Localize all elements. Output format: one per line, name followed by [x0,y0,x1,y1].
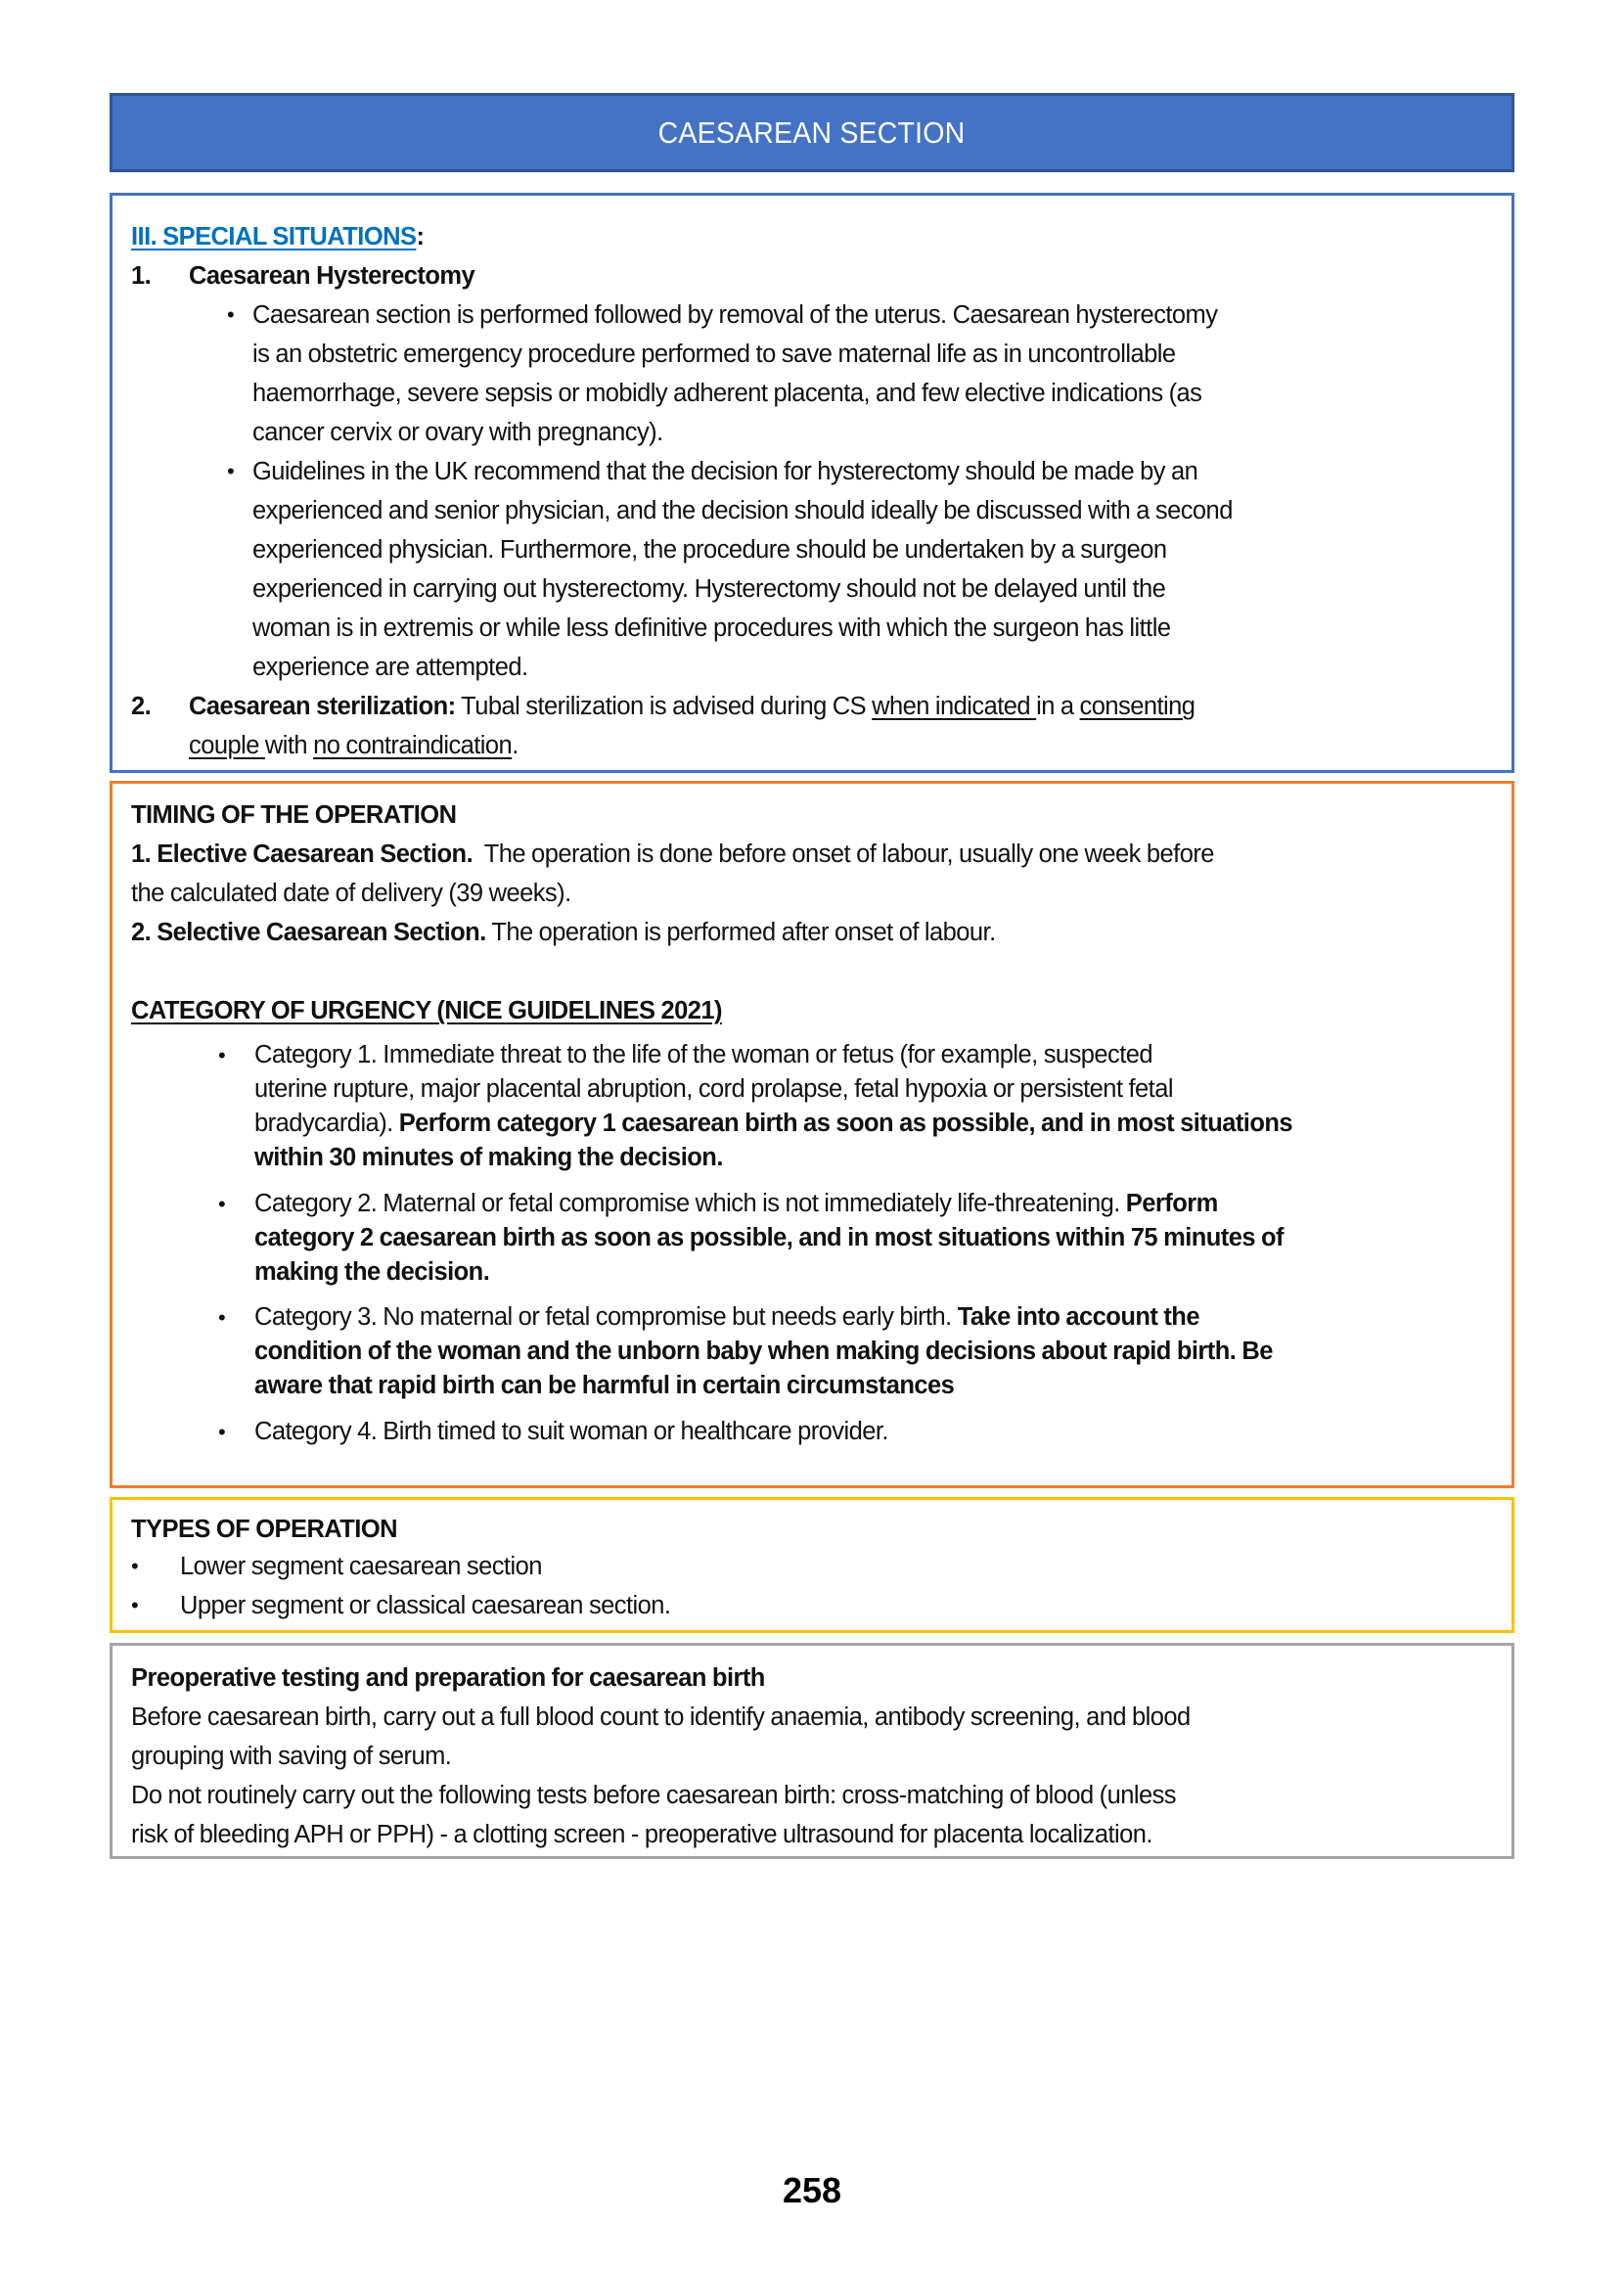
bullet-icon: • [218,1420,226,1444]
category-1-line: Category 1. Immediate threat to the life of the woman or fetus (for example, suspected [254,1041,1153,1068]
type-item: Upper segment or classical caesarean section. [180,1592,671,1619]
preop-line: Before caesarean birth, carry out a full blood count to identify anaemia, antibody screening, and blood [131,1703,1191,1731]
elective-line-1: 1. Elective Caesarean Section. The operation is done before onset of labour, usually one week before [131,840,1214,868]
selective-label: 2. Selective Caesarean Section. [131,919,486,946]
underlined-when-indicated: when indicated [872,693,1037,720]
page-title: CAESAREAN SECTION [658,114,966,150]
bullet-icon: • [227,302,235,327]
hysterectomy-bullet-2-line: experience are attempted. [252,654,528,681]
preop-heading: Preoperative testing and preparation for caesarean birth [131,1664,765,1692]
timing-heading: TIMING OF THE OPERATION [131,801,457,829]
elective-line-2: the calculated date of delivery (39 weeks). [131,880,571,907]
hysterectomy-bullet-2-line: experienced in carrying out hysterectomy. Hysterectomy should not be delayed until the [252,575,1166,603]
hysterectomy-bullet-2-line: woman is in extremis or while less definitive procedures with which the surgeon has little [252,614,1171,642]
bullet-icon: • [218,1043,226,1067]
title-banner [110,93,1514,172]
category-1-line: within 30 minutes of making the decision. [254,1144,723,1171]
item-1-title: Caesarean Hysterectomy [189,262,475,290]
special-situations-box [110,193,1514,773]
hysterectomy-bullet-2-line: Guidelines in the UK recommend that the decision for hysterectomy should be made by an [252,458,1198,485]
types-of-operation-box [110,1497,1514,1633]
selective-line: 2. Selective Caesarean Section. The operation is performed after onset of labour. [131,919,996,946]
hysterectomy-bullet-1-line: cancer cervix or ovary with pregnancy). [252,419,663,446]
category-1-line: bradycardia). Perform category 1 caesarean birth as soon as possible, and in most situations [254,1110,1293,1137]
preop-line: risk of bleeding APH or PPH) - a clotting screen - preoperative ultrasound for placenta localization. [131,1821,1152,1848]
underlined-consenting: consenting [1079,693,1195,720]
elective-label: 1. Elective Caesarean Section. [131,840,474,868]
hysterectomy-bullet-1-line: Caesarean section is performed followed by removal of the uterus. Caesarean hysterectomy [252,301,1218,329]
category-3-line: aware that rapid birth can be harmful in certain circumstances [254,1372,955,1399]
item-2-number: 2. [131,693,152,720]
preop-line: grouping with saving of serum. [131,1743,452,1770]
category-2-line: making the decision. [254,1258,490,1286]
hysterectomy-bullet-2-line: experienced physician. Furthermore, the procedure should be undertaken by a surgeon [252,536,1167,564]
item-1-number: 1. [131,262,152,290]
item-2-title: Caesarean sterilization: [189,693,456,720]
page-number: 258 [782,2170,842,2210]
category-1-line: uterine rupture, major placental abruption, cord prolapse, fetal hypoxia or persistent fetal [254,1075,1173,1103]
bullet-icon: • [218,1192,226,1216]
type-item: Lower segment caesarean section [180,1553,542,1580]
bullet-icon: • [227,459,235,483]
bullet-icon: • [131,1593,139,1617]
preop-line: Do not routinely carry out the following tests before caesarean birth: cross-matching of blood (unless [131,1782,1176,1809]
urgency-heading: CATEGORY OF URGENCY (NICE GUIDELINES 2021) [131,997,722,1024]
hysterectomy-bullet-1-line: is an obstetric emergency procedure performed to save maternal life as in uncontrollable [252,340,1176,368]
category-4-line: Category 4. Birth timed to suit woman or healthcare provider. [254,1418,888,1445]
sterilization-line-1: Caesarean sterilization: Tubal sterilization is advised during CS when indicated in a consenting [189,693,1195,720]
category-2-line: category 2 caesarean birth as soon as possible, and in most situations within 75 minutes of [254,1224,1284,1251]
section-heading: III. SPECIAL SITUATIONS: [131,223,425,250]
category-3-line: Category 3. No maternal or fetal compromise but needs early birth. Take into account the [254,1303,1199,1331]
timing-urgency-box [110,781,1514,1488]
category-3-line: condition of the woman and the unborn baby when making decisions about rapid birth. Be [254,1338,1273,1365]
category-2-line: Category 2. Maternal or fetal compromise which is not immediately life-threatening. Perform [254,1190,1218,1217]
underlined-couple: couple [189,732,265,759]
bullet-icon: • [218,1305,226,1330]
preoperative-box [110,1643,1514,1859]
bullet-icon: • [131,1554,139,1578]
underlined-no-contraindication: no contraindication [313,732,513,759]
hysterectomy-bullet-2-line: experienced and senior physician, and the decision should ideally be discussed with a second [252,497,1233,524]
hysterectomy-bullet-1-line: haemorrhage, severe sepsis or mobidly adherent placenta, and few elective indications (as [252,380,1202,407]
types-heading: TYPES OF OPERATION [131,1516,397,1543]
sterilization-line-2: couple with no contraindication. [189,732,519,759]
special-situations-heading: III. SPECIAL SITUATIONS [131,223,417,250]
